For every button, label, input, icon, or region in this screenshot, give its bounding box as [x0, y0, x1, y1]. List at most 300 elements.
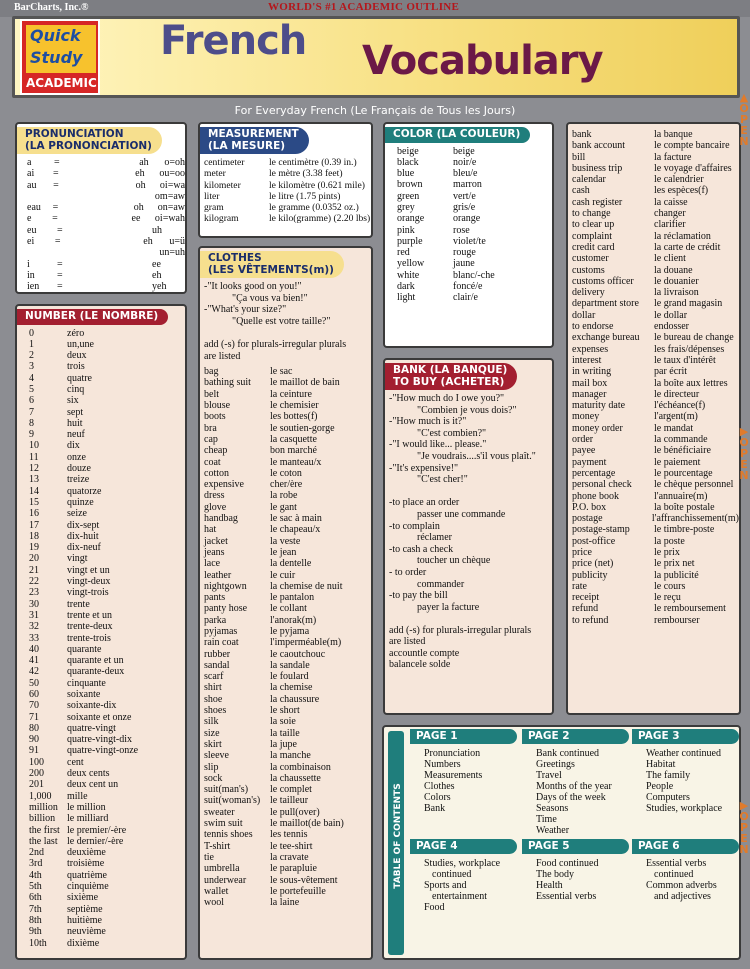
table-row [572, 355, 739, 366]
table-cell: 3 [29, 361, 34, 373]
table-cell: customs officer [572, 275, 634, 287]
table-cell: wallet [204, 885, 229, 897]
table-row [397, 157, 552, 168]
phrase-line: "Quelle est votre taille?" [232, 315, 331, 327]
table-cell: dix-neuf [67, 542, 101, 554]
table-cell: la banque [654, 129, 693, 140]
table-cell: oh [135, 179, 146, 191]
table-row [572, 547, 739, 558]
table-cell: la chemise [270, 682, 313, 694]
toc-item: Days of the week [536, 792, 606, 803]
table-row [27, 191, 185, 202]
table-row [204, 863, 371, 874]
phrase-line: toucher un chèque [417, 555, 491, 567]
table-cell: le grand magasin [654, 298, 723, 310]
table-cell: 80 [29, 722, 39, 734]
table-cell: l'affranchissement(m) [651, 513, 739, 525]
clothes-phrases [200, 281, 371, 362]
table-cell: blue [397, 168, 415, 180]
phrase-line: -"What's your size?" [204, 304, 287, 316]
table-cell: wa [173, 179, 186, 191]
table-cell: quarante et un [67, 655, 124, 667]
phrase-line: "C'est combien?" [417, 427, 487, 439]
table-cell [52, 191, 131, 202]
pronunciation-table [17, 157, 185, 293]
table-cell: aw [173, 190, 185, 202]
table-row [572, 208, 739, 219]
table-cell: le calendrier [654, 174, 704, 186]
table-row [29, 520, 185, 531]
table-cell: cinquième [67, 881, 109, 893]
toc-item: Colors [424, 792, 451, 803]
table-cell: huit [67, 417, 83, 429]
table-cell: la commande [654, 434, 708, 446]
table-cell: changer [654, 208, 686, 220]
table-cell: par écrit [654, 366, 688, 378]
table-cell: eh [152, 269, 162, 281]
table-row [572, 265, 739, 276]
table-row [27, 225, 185, 236]
table-cell: oh [133, 202, 144, 214]
table-cell: rembourser [654, 614, 700, 626]
table-row [204, 213, 371, 224]
phrase-line: réclamer [417, 532, 452, 544]
table-cell: orange [397, 213, 425, 225]
table-cell: umbrella [204, 863, 240, 875]
toc-item: Studies, workplace [646, 803, 723, 814]
table-cell: customer [572, 253, 609, 265]
number-table [17, 328, 185, 949]
table-cell: i [27, 258, 30, 270]
table-cell: le paiement [654, 456, 701, 468]
table-cell [132, 191, 155, 202]
table-cell: rate [572, 580, 587, 592]
toc-item: Greetings [536, 759, 575, 770]
table-row [204, 366, 371, 377]
table-row [204, 389, 371, 400]
publisher-name: BarCharts, Inc.® [14, 2, 89, 13]
table-row [572, 513, 739, 524]
table-row [204, 502, 371, 513]
table-row [29, 892, 185, 903]
table-cell: ah [139, 157, 149, 168]
table-cell: calendar [572, 174, 606, 186]
table-cell: black [397, 156, 419, 168]
table-cell: uh [152, 224, 162, 236]
table-row [204, 807, 371, 818]
table-cell: quarante-deux [67, 666, 125, 678]
table-cell: ü [179, 236, 185, 248]
table-cell: 31 [29, 609, 39, 621]
table-cell: green [397, 190, 420, 202]
table-cell: quatrième [67, 869, 107, 881]
table-cell: le mandat [654, 422, 694, 434]
table-cell: 100 [29, 756, 44, 768]
table-row [29, 678, 185, 689]
color-heading: COLOR (LA COULEUR) [385, 127, 530, 143]
table-row [572, 603, 739, 614]
table-cell: 40 [29, 643, 39, 655]
table-row [27, 259, 185, 270]
measurement-heading: MEASUREMENT (LA MESURE) [200, 127, 309, 154]
table-cell: = [52, 168, 59, 180]
table-row [29, 881, 185, 892]
table-cell: belt [204, 388, 219, 400]
table-cell: sandal [204, 659, 230, 671]
table-cell: customs [572, 264, 605, 276]
table-cell: le foulard [270, 671, 309, 683]
table-row [572, 197, 739, 208]
table-cell: 10th [29, 937, 47, 949]
table-cell: slip [204, 761, 219, 773]
table-row [397, 236, 552, 247]
table-cell: 70 [29, 700, 39, 712]
table-row [397, 247, 552, 258]
table-cell: yellow [397, 258, 425, 270]
table-row [572, 298, 739, 309]
table-cell: le compte [420, 648, 460, 660]
subtitle: For Everyday French (Le Français de Tous les Jours) [234, 104, 516, 117]
table-cell: vert/e [453, 190, 476, 202]
table-cell: = [53, 179, 59, 191]
toc-page-label: PAGE 4 [410, 839, 517, 854]
table-cell: T-shirt [204, 840, 231, 852]
table-cell: 42 [29, 666, 39, 678]
table-cell: jacket [204, 535, 228, 547]
table-cell: quatre-vingt-onze [67, 745, 139, 757]
table-cell: pyjamas [204, 625, 238, 637]
table-row [29, 497, 185, 508]
table-cell: 9th [29, 926, 42, 938]
table-cell: foncé/e [453, 281, 483, 293]
table-cell: dark [397, 281, 415, 293]
table-cell: = [52, 213, 58, 225]
table-row [29, 339, 185, 350]
clothes-heading: CLOTHES (LES VÊTEMENTS(m)) [200, 251, 344, 278]
table-cell: in [27, 269, 35, 281]
table-cell: bank [572, 129, 592, 140]
table-cell: 32 [29, 621, 39, 633]
table-row [204, 479, 371, 490]
table-cell: interest [572, 354, 602, 366]
table-cell: troisième [67, 858, 105, 870]
toc-item: Weather [536, 825, 570, 836]
table-cell: septième [67, 903, 103, 915]
table-cell: handbag [204, 513, 238, 525]
table-row [572, 423, 739, 434]
table-cell: 41 [29, 655, 39, 667]
table-cell: lace [204, 558, 221, 570]
table-row [29, 553, 185, 564]
table-row [29, 666, 185, 677]
table-cell: light [397, 292, 416, 304]
table-cell: le prix net [654, 558, 695, 570]
table-cell: vingt [67, 553, 88, 565]
table-row [29, 599, 185, 610]
table-cell: le directeur [654, 388, 700, 400]
pronunciation-heading: PRONUNCIATION (LA PRONONCIATION) [17, 127, 162, 154]
table-cell: billion [29, 813, 56, 825]
table-row [572, 219, 739, 230]
table-cell: blanc/-che [453, 269, 495, 281]
toc-item: Essential verbs [646, 858, 707, 869]
table-cell: endosser [654, 321, 689, 333]
table-cell: le gant [270, 501, 297, 513]
table-cell: le mètre (3.38 feet) [269, 168, 343, 180]
table-cell: business trip [572, 162, 623, 174]
title-word-1: French [160, 18, 307, 64]
table-cell: = [169, 247, 175, 259]
table-row [572, 129, 739, 140]
phrase-line: -to place an order [389, 497, 460, 509]
table-cell: purple [397, 235, 423, 247]
table-row [29, 700, 185, 711]
table-cell: le cours [654, 580, 686, 592]
table-row [29, 870, 185, 881]
toc-item: and adjectives [654, 891, 711, 902]
table-row [572, 310, 739, 321]
table-cell: la jupe [270, 738, 297, 750]
toc-item: Seasons [536, 803, 569, 814]
table-row [29, 429, 185, 440]
table-row [29, 689, 185, 700]
table-cell: 20 [29, 553, 39, 565]
table-cell: quarante [67, 643, 102, 655]
table-row [29, 791, 185, 802]
table-row [27, 236, 185, 247]
table-cell: quatre-vingt-dix [67, 734, 132, 746]
toc-item: Studies, workplace [424, 858, 501, 869]
table-cell: 2 [29, 350, 34, 362]
phrase-line: passer une commande [417, 508, 506, 520]
table-row [29, 779, 185, 790]
table-cell [27, 247, 53, 258]
table-cell [27, 191, 52, 202]
table-cell: huitième [67, 914, 102, 926]
table-cell: = [169, 157, 175, 168]
table-cell: cap [204, 433, 218, 445]
table-row [572, 163, 739, 174]
quickstudy-logo [20, 19, 100, 95]
table-row [572, 242, 739, 253]
table-row [27, 281, 185, 292]
table-cell: to clear up [572, 219, 615, 231]
table-cell: vingt et un [67, 564, 110, 576]
toc-page-1 [410, 729, 517, 814]
table-cell: 19 [29, 542, 39, 554]
table-cell: onze [67, 451, 86, 463]
table-cell: aw [173, 202, 185, 214]
table-cell: tennis shoes [204, 829, 253, 841]
table-cell: P.O. box [572, 501, 607, 513]
table-cell: la réclamation [654, 230, 711, 242]
table-cell: shoes [204, 705, 227, 717]
table-cell: 22 [29, 576, 39, 588]
table-cell: swim suit [204, 818, 243, 830]
table-cell: u [169, 236, 175, 248]
table-cell: delivery [572, 287, 605, 299]
table-row [204, 795, 371, 806]
table-row [29, 633, 185, 644]
table-cell: 71 [29, 711, 39, 723]
table-row [29, 723, 185, 734]
table-row [27, 157, 185, 168]
table-cell: 201 [29, 779, 44, 791]
table-cell: la soie [270, 716, 296, 728]
table-row [572, 231, 739, 242]
table-cell: boots [204, 411, 226, 423]
toc-page-5 [522, 839, 629, 902]
phrase-line: "Combien je vous dois?" [417, 404, 517, 416]
table-cell: 50 [29, 677, 39, 689]
table-cell: la caisse [654, 196, 688, 208]
logo-line-3: ACADEMIC [26, 76, 97, 90]
table-cell: dix-sept [67, 519, 100, 531]
table-cell: trente-trois [67, 632, 111, 644]
table-cell: 12 [29, 463, 39, 475]
table-cell: sixième [67, 892, 99, 904]
table-cell: money [572, 411, 600, 423]
table-cell: to endorse [572, 321, 614, 333]
table-row [29, 361, 185, 372]
phrase-line: -to cash a check [389, 543, 454, 555]
table-row [572, 366, 739, 377]
table-cell: brown [397, 179, 423, 191]
table-cell: la manche [270, 750, 311, 762]
table-row [572, 378, 739, 389]
toc-page-label: PAGE 5 [522, 839, 629, 854]
table-cell: dress [204, 490, 225, 502]
table-cell: zéro [67, 327, 85, 339]
toc-item: Pronunciation [424, 748, 481, 759]
table-cell: vingt-trois [67, 587, 109, 599]
table-row [29, 825, 185, 836]
table-cell: 5th [29, 881, 42, 893]
table-row [397, 258, 552, 269]
table-row [572, 615, 739, 626]
table-row [572, 332, 739, 343]
table-cell: liter [204, 190, 220, 202]
table-row [204, 434, 371, 445]
toc-item: The family [646, 770, 691, 781]
table-row [204, 897, 371, 908]
table-row [572, 524, 739, 535]
table-cell: le centimètre (0.39 in.) [269, 157, 357, 168]
table-cell: bag [204, 366, 219, 378]
table-cell: sleeve [204, 750, 229, 762]
table-row [204, 762, 371, 773]
table-cell: size [204, 727, 220, 739]
table-row [204, 570, 371, 581]
table-cell: shirt [204, 682, 222, 694]
table-row [572, 491, 739, 502]
table-cell: grey [397, 201, 415, 213]
phrase-line: -"I would like... please." [389, 439, 487, 451]
table-row [204, 841, 371, 852]
phrase-line: "Je voudrais....s'il vous plaît." [417, 450, 536, 462]
table-cell: vingt-deux [67, 576, 111, 588]
toc-page-2 [522, 729, 629, 836]
table-row [204, 524, 371, 535]
table-row [572, 502, 739, 513]
toc-page-label: PAGE 6 [632, 839, 739, 854]
table-cell: kilogram [204, 213, 239, 225]
table-cell: sock [204, 772, 223, 784]
table-row [204, 716, 371, 727]
phrase-line [204, 327, 363, 339]
table-cell: complaint [572, 230, 612, 242]
table-row [29, 373, 185, 384]
table-cell: le taux d'intérêt [654, 354, 716, 366]
table-row [572, 276, 739, 287]
table-row [397, 292, 552, 303]
table-cell: le manteau/x [270, 456, 322, 468]
table-row [204, 592, 371, 603]
table-row [204, 536, 371, 547]
phrase-line: are listed [204, 350, 241, 362]
table-cell: 0 [29, 327, 34, 339]
table-row [204, 649, 371, 660]
table-cell: le voyage d'affaires [654, 162, 732, 174]
table-cell: 21 [29, 564, 39, 576]
table-cell: douze [67, 463, 91, 475]
toc-item: Clothes [424, 781, 455, 792]
table-cell: e [27, 213, 32, 225]
toc-item: Health [536, 880, 563, 891]
table-row [204, 202, 371, 213]
table-row [397, 191, 552, 202]
table-row [204, 739, 371, 750]
table-row [204, 784, 371, 795]
table-row [204, 547, 371, 558]
table-cell: l'argent(m) [654, 411, 698, 423]
table-cell: mail box [572, 377, 608, 389]
table-row [204, 694, 371, 705]
table-cell: meter [204, 168, 226, 180]
table-cell: a [27, 157, 32, 168]
table-cell: la robe [270, 490, 298, 502]
table-row [572, 592, 739, 603]
table-row [204, 750, 371, 761]
table-cell: centimeter [204, 157, 245, 168]
table-row [29, 745, 185, 756]
table-row [389, 648, 552, 659]
toc-page-3 [632, 729, 739, 814]
table-cell: l'imperméable(m) [270, 637, 342, 649]
table-cell: mille [67, 790, 88, 802]
table-cell: rubber [204, 648, 231, 660]
table-cell: cinq [67, 383, 85, 395]
table-row [27, 247, 185, 258]
table-cell: ien [27, 281, 40, 293]
table-row [204, 400, 371, 411]
table-cell: = [174, 236, 180, 248]
table-cell: = [53, 157, 60, 168]
table-row [29, 644, 185, 655]
table-cell: le soutien-gorge [270, 422, 335, 434]
table-row [29, 508, 185, 519]
table-cell: publicity [572, 569, 608, 581]
toc-item: Bank [424, 803, 446, 814]
table-cell: eh [135, 168, 145, 180]
table-cell: ai [27, 168, 35, 180]
table-cell: 11 [29, 451, 39, 463]
table-cell: 6 [29, 395, 34, 407]
bank-phrases [385, 393, 552, 648]
table-cell: underwear [204, 874, 247, 886]
table-cell: la livraison [654, 287, 699, 299]
bank-vocabulary-section [566, 122, 741, 715]
